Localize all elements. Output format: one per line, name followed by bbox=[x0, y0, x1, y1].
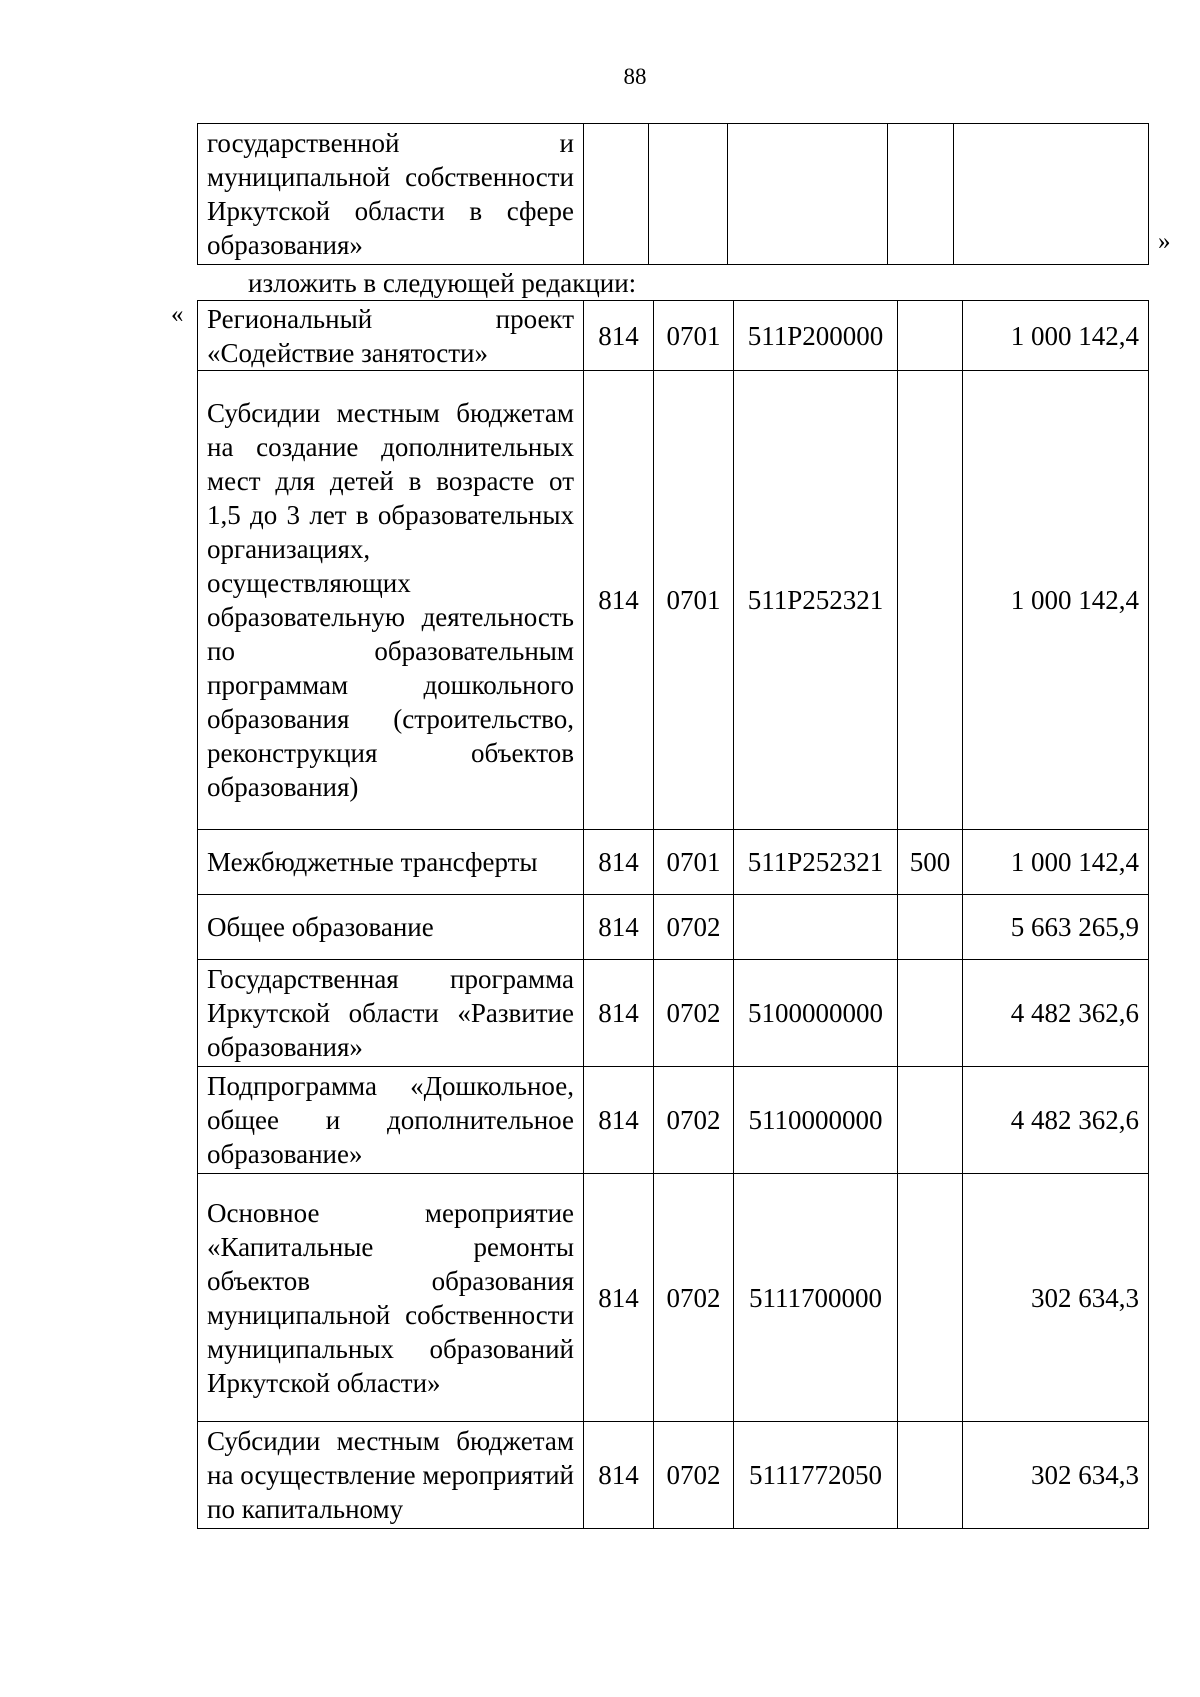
row-vr bbox=[898, 895, 963, 960]
row-name: Подпрограмма «Дошкольное, общее и дополнительное образование» bbox=[198, 1067, 584, 1174]
row-csr bbox=[728, 124, 888, 265]
row-csr: 5111772050 bbox=[734, 1422, 898, 1529]
row-csr bbox=[734, 895, 898, 960]
instruction-text: изложить в следующей редакции: bbox=[248, 268, 637, 298]
row-sum: 4 482 362,6 bbox=[963, 960, 1149, 1067]
row-name: Государственная программа Иркутской области «Развитие образования» bbox=[198, 960, 584, 1067]
row-name: Общее образование bbox=[198, 895, 584, 960]
row-name: Субсидии местным бюджетам на осуществление мероприятий по капитальному bbox=[198, 1422, 584, 1529]
row-sum: 4 482 362,6 bbox=[963, 1067, 1149, 1174]
row-csr: 5111700000 bbox=[734, 1174, 898, 1422]
row-sum bbox=[954, 124, 1149, 265]
row-name: государственной и муниципальной собственности Иркутской области в сфере образования» bbox=[198, 124, 584, 265]
row-rz: 0701 bbox=[654, 830, 734, 895]
row-kvsr: 814 bbox=[584, 1174, 654, 1422]
row-name: Основное мероприятие «Капитальные ремонты объектов образования муниципальной собственности муниципальных образований Иркутской области» bbox=[198, 1174, 584, 1422]
row-vr bbox=[898, 371, 963, 830]
row-vr: 500 bbox=[898, 830, 963, 895]
row-kvsr bbox=[584, 124, 649, 265]
row-rz bbox=[649, 124, 728, 265]
row-kvsr: 814 bbox=[584, 1067, 654, 1174]
opening-quote: « bbox=[171, 301, 184, 328]
row-rz: 0701 bbox=[654, 371, 734, 830]
row-kvsr: 814 bbox=[584, 960, 654, 1067]
table-row bbox=[198, 301, 1149, 371]
closing-quote: » bbox=[1158, 228, 1171, 255]
row-csr: 5110000000 bbox=[734, 1067, 898, 1174]
row-name: Региональный проект «Содействие занятости» bbox=[198, 301, 584, 371]
row-name: Межбюджетные трансферты bbox=[198, 830, 584, 895]
table-row bbox=[198, 895, 1149, 960]
row-csr: 511P200000 bbox=[734, 301, 898, 371]
table-row bbox=[198, 124, 1149, 265]
row-rz: 0702 bbox=[654, 1067, 734, 1174]
table-row bbox=[198, 1067, 1149, 1174]
table-row bbox=[198, 1422, 1149, 1529]
row-rz: 0702 bbox=[654, 960, 734, 1067]
row-name: Субсидии местным бюджетам на создание дополнительных мест для детей в возрасте от 1,5 до 3 лет в образовательных организациях, осуществляющих образовательную деятельность по образовательным программам дошкольного образования (строительство, реконструкция объектов образования) bbox=[198, 371, 584, 830]
row-csr: 5100000000 bbox=[734, 960, 898, 1067]
row-vr bbox=[898, 960, 963, 1067]
row-vr bbox=[888, 124, 954, 265]
row-vr bbox=[898, 301, 963, 371]
table-row bbox=[198, 960, 1149, 1067]
row-vr bbox=[898, 1067, 963, 1174]
row-sum: 302 634,3 bbox=[963, 1174, 1149, 1422]
row-sum: 5 663 265,9 bbox=[963, 895, 1149, 960]
row-rz: 0702 bbox=[654, 895, 734, 960]
row-kvsr: 814 bbox=[584, 1422, 654, 1529]
row-csr: 511P252321 bbox=[734, 830, 898, 895]
row-kvsr: 814 bbox=[584, 830, 654, 895]
budget-table-new bbox=[197, 300, 1149, 1529]
row-vr bbox=[898, 1174, 963, 1422]
row-sum: 1 000 142,4 bbox=[963, 830, 1149, 895]
row-csr: 511P252321 bbox=[734, 371, 898, 830]
row-rz: 0702 bbox=[654, 1422, 734, 1529]
row-kvsr: 814 bbox=[584, 371, 654, 830]
table-row bbox=[198, 1174, 1149, 1422]
row-rz: 0701 bbox=[654, 301, 734, 371]
row-kvsr: 814 bbox=[584, 301, 654, 371]
row-kvsr: 814 bbox=[584, 895, 654, 960]
budget-table-previous bbox=[197, 123, 1149, 265]
page-number: 88 bbox=[623, 64, 647, 89]
row-sum: 1 000 142,4 bbox=[963, 301, 1149, 371]
row-sum: 1 000 142,4 bbox=[963, 371, 1149, 830]
row-rz: 0702 bbox=[654, 1174, 734, 1422]
row-vr bbox=[898, 1422, 963, 1529]
table-row bbox=[198, 830, 1149, 895]
row-sum: 302 634,3 bbox=[963, 1422, 1149, 1529]
table-row bbox=[198, 371, 1149, 830]
